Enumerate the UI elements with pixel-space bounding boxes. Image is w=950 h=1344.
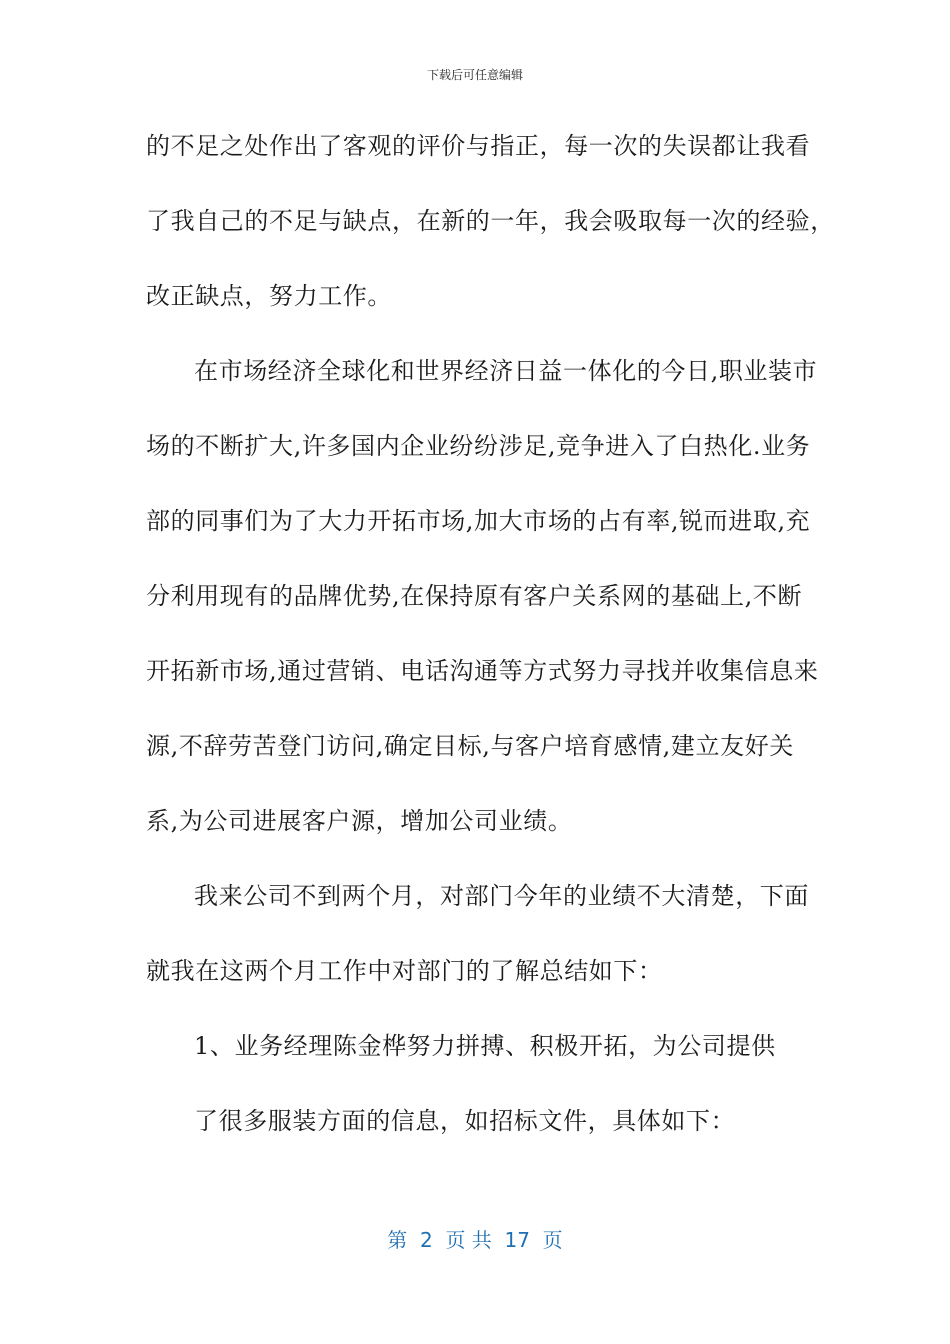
- text-line: 改正缺点，努力工作。: [146, 282, 392, 310]
- text-line: 的不足之处作出了客观的评价与指正，每一次的失误都让我看: [146, 132, 811, 160]
- text-line: 场的不断扩大,许多国内企业纷纷涉足,竞争进入了白热化.业务: [146, 432, 811, 460]
- text-line: 开拓新市场,通过营销、电话沟通等方式努力寻找并收集信息来: [146, 657, 819, 685]
- text-line: 在市场经济全球化和世界经济日益一体化的今日,职业装市: [194, 357, 818, 385]
- header-note: 下载后可任意编辑: [426, 68, 523, 82]
- text-line: 1、业务经理陈金桦努力拼搏、积极开拓，为公司提供: [194, 1032, 776, 1060]
- text-line: 了很多服装方面的信息，如招标文件，具体如下：: [194, 1107, 736, 1135]
- text-line: 系,为公司进展客户源，增加公司业绩。: [146, 807, 573, 835]
- text-line: 源,不辞劳苦登门访问,确定目标,与客户培育感情,建立友好关: [146, 732, 794, 760]
- text-line: 我来公司不到两个月，对部门今年的业绩不大清楚，下面: [194, 882, 809, 910]
- document-body: [146, 120, 835, 1170]
- text-line: 了我自己的不足与缺点，在新的一年，我会吸取每一次的经验，: [146, 207, 835, 235]
- text-line: 就我在这两个月工作中对部门的了解总结如下：: [146, 957, 663, 985]
- page-number: 第 2 页 共 17 页: [387, 1228, 563, 1252]
- text-line: 分利用现有的品牌优势,在保持原有客户关系网的基础上,不断: [146, 582, 803, 610]
- text-line: 部的同事们为了大力开拓市场,加大市场的占有率,锐而进取,充: [146, 507, 811, 535]
